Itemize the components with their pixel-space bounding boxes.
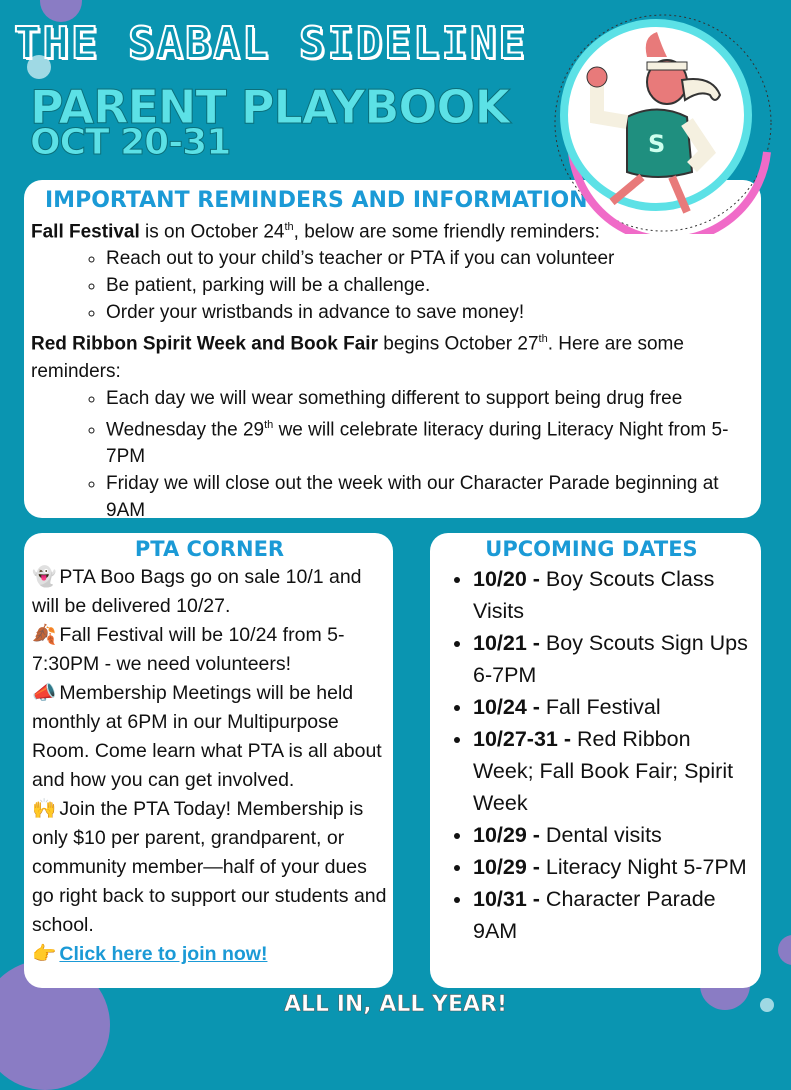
pointing-hand-icon: 👉 (32, 943, 57, 965)
event-text: Boy Scouts Class Visits (473, 567, 715, 623)
fall-festival-paragraph: Fall Festival is on October 24th, below are some friendly reminders: (31, 221, 600, 243)
list-item: ◦ Be patient, parking will be a challenge. (106, 272, 761, 299)
event-date: 10/21 - (473, 631, 540, 655)
raised-hands-icon: 🙌 (32, 798, 57, 820)
event-date: 10/31 - (473, 887, 540, 911)
event-text: Boy Scouts Sign Ups 6-7PM (473, 631, 748, 687)
svg-text:S: S (648, 130, 666, 158)
event-date: 10/29 - (473, 823, 540, 847)
newsletter-title: THE SABAL SIDELINE (14, 18, 527, 69)
red-ribbon-paragraph: Red Ribbon Spirit Week and Book Fair begins October 27th. Here are some reminders: (31, 333, 684, 382)
list-item: ◦ Reach out to your child’s teacher or PTA if you can volunteer (106, 245, 761, 272)
event-text: Dental visits (539, 823, 662, 847)
event-text: Literacy Night 5-7PM (539, 855, 747, 879)
list-item: ◦ Each day we will wear something different to support being drug free (106, 385, 749, 412)
upcoming-date-item (473, 691, 753, 723)
reminders-heading: IMPORTANT REMINDERS AND INFORMATION (45, 188, 588, 213)
upcoming-date-item (473, 819, 753, 851)
list-item: ◦ Wednesday the 29th we will celebrate literacy during Literacy Night from 5-7PM (106, 412, 749, 470)
page-title: PARENT PLAYBOOK (30, 80, 510, 134)
event-date: 10/29 - (473, 855, 540, 879)
pta-item: 👻 PTA Boo Bags go on sale 10/1 and will be delivered 10/27. (32, 563, 387, 621)
event-text: Character Parade 9AM (473, 887, 716, 943)
pta-heading: PTA CORNER (134, 537, 285, 561)
list-item: ◦ Friday we will close out the week with our Character Parade beginning at 9AM (106, 470, 749, 524)
event-date: 10/20 - (473, 567, 540, 591)
event-text: Fall Festival (539, 695, 661, 719)
join-pta-link[interactable]: Click here to join now! (59, 943, 268, 965)
mascot-badge (552, 12, 774, 234)
date-range: OCT 20-31 (30, 122, 231, 163)
fall-festival-list (106, 245, 761, 326)
upcoming-date-item (473, 627, 753, 691)
event-text: Red Ribbon Week; Fall Book Fair; Spirit Week (473, 727, 734, 815)
upcoming-date-item (473, 883, 753, 947)
pta-corner-card (24, 533, 393, 988)
upcoming-list (473, 563, 753, 947)
footer-slogan: ALL IN, ALL YEAR! (283, 992, 508, 1017)
event-date: 10/27-31 - (473, 727, 572, 751)
pta-item: 🍂 Fall Festival will be 10/24 from 5-7:30PM - we need volunteers! (32, 621, 387, 679)
fallen-leaf-icon: 🍂 (32, 624, 57, 646)
pta-item: 🙌 Join the PTA Today! Membership is only $10 per parent, grandparent, or community member—half of your dues go right back to support our students and school. (32, 795, 387, 940)
megaphone-icon: 📣 (32, 682, 57, 704)
upcoming-date-item (473, 563, 753, 627)
join-link-row (32, 940, 387, 969)
upcoming-dates-card (430, 533, 761, 988)
decor-bubble (778, 935, 791, 965)
upcoming-date-item (473, 851, 753, 883)
ghost-icon: 👻 (32, 566, 57, 588)
pta-item: 📣 Membership Meetings will be held monthly at 6PM in our Multipurpose Room. Come learn what PTA is all about and how you can get involved. (32, 679, 387, 795)
list-item: ◦ Order your wristbands in advance to save money! (106, 299, 761, 326)
event-date: 10/24 - (473, 695, 540, 719)
upcoming-date-item (473, 723, 753, 819)
red-ribbon-list (106, 385, 761, 524)
upcoming-heading: UPCOMING DATES (485, 537, 698, 561)
